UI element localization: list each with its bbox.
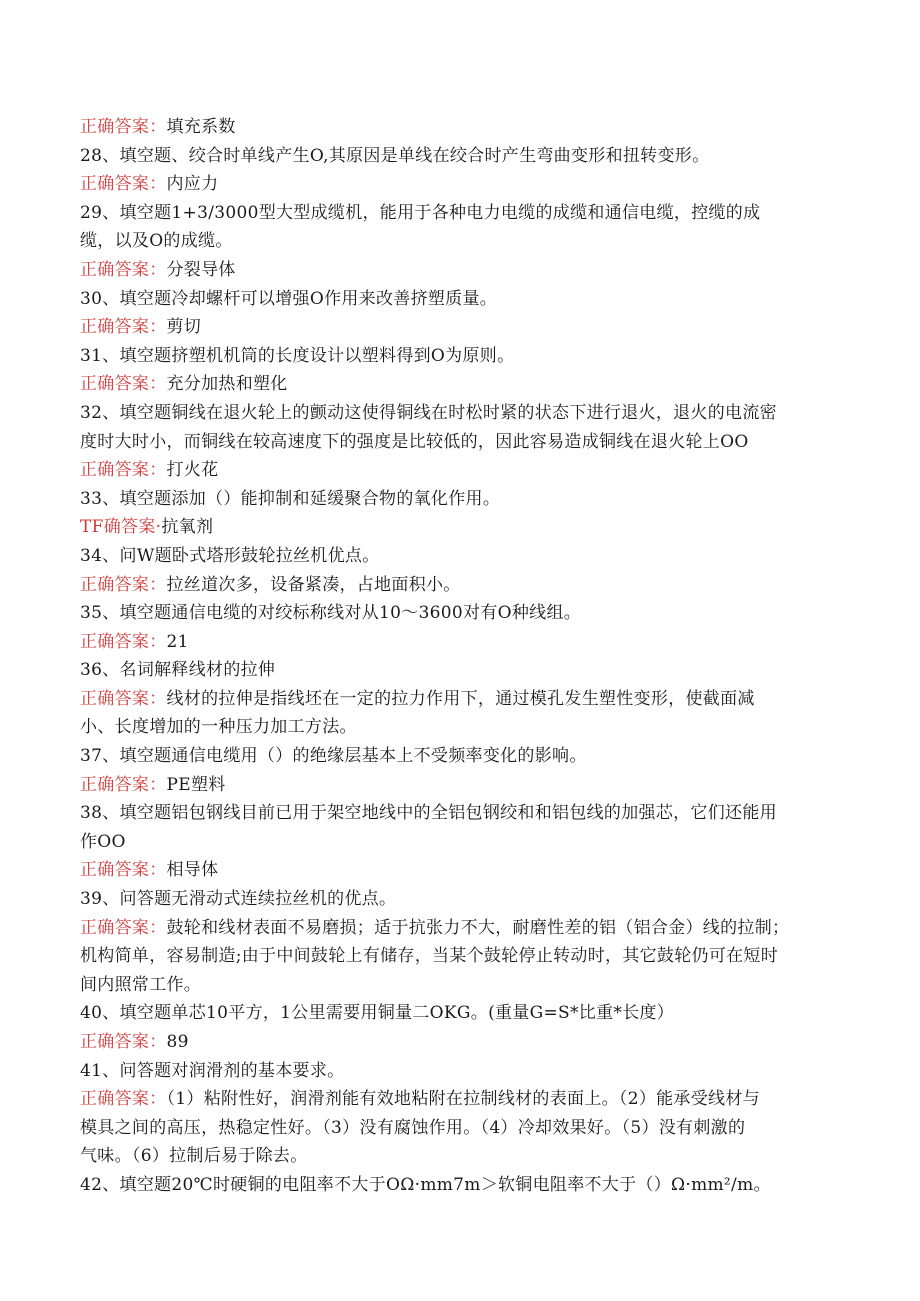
question-text: 39、问答题无滑动式连续拉丝机的优点。 xyxy=(80,889,397,910)
question-line xyxy=(80,1171,840,1200)
question-text: 36、名词解释线材的拉伸 xyxy=(80,660,276,681)
answer-line xyxy=(80,113,840,142)
answer-line xyxy=(80,1028,840,1057)
answer-text: 分裂导体 xyxy=(166,259,236,280)
question-text: 34、问W题卧式塔形鼓轮拉丝机优点。 xyxy=(80,545,380,566)
answer-line xyxy=(80,856,840,885)
question-text: 41、问答题对润滑剂的基本要求。 xyxy=(80,1060,345,1081)
question-line xyxy=(80,999,840,1028)
question-line xyxy=(80,656,840,685)
question-line xyxy=(80,942,840,971)
answer-label: 正确答案： xyxy=(80,774,167,795)
question-text: 作OO xyxy=(80,831,126,852)
question-text: 28、填空题、绞合时单线产生O,其原因是单线在绞合时产生弯曲变形和扭转变形。 xyxy=(80,145,710,166)
answer-line xyxy=(80,456,840,485)
answer-label: 正确答案： xyxy=(80,317,167,338)
question-text: 气味。（6）拉制后易于除去。 xyxy=(80,1146,308,1167)
answer-text: 充分加热和塑化 xyxy=(166,374,288,395)
answer-text: 打火花 xyxy=(166,460,219,481)
answer-line xyxy=(80,513,840,542)
question-line xyxy=(80,485,840,514)
question-text: 40、填空题单芯10平方，1公里需要用铜量二OKG。(重量G=S*比重*长度） xyxy=(80,1003,675,1024)
question-line xyxy=(80,142,840,171)
question-text: 33、填空题添加（）能抑制和延缓聚合物的氧化作用。 xyxy=(80,488,501,509)
answer-text: 填充系数 xyxy=(166,117,236,137)
question-line xyxy=(80,742,840,771)
answer-label: TF确答案· xyxy=(80,517,162,538)
question-line xyxy=(80,428,840,457)
answer-label: 正确答案： xyxy=(80,1032,167,1052)
question-text: 37、填空题通信电缆用（）的绝缘层基本上不受频率变化的影响。 xyxy=(80,746,587,767)
answer-label: 正确答案： xyxy=(80,117,167,137)
question-text: 度时大时小，而铜线在较高速度下的强度是比较低的，因此容易造成铜线在退火轮上OO xyxy=(80,431,749,452)
answer-line xyxy=(80,685,840,714)
answer-line xyxy=(80,628,840,657)
question-line xyxy=(80,342,840,371)
question-line xyxy=(80,1057,840,1086)
question-text: 小、长度增加的一种压力加工方法。 xyxy=(80,717,357,738)
answer-line xyxy=(80,256,840,285)
question-text: 缆，以及O的成缆。 xyxy=(80,231,233,252)
answer-line xyxy=(80,914,840,943)
question-text: 35、填空题通信电缆的对绞标称线对从10～3600对有O种线组。 xyxy=(80,603,582,624)
question-line xyxy=(80,1114,840,1143)
answer-text: 21 xyxy=(166,631,189,652)
question-line xyxy=(80,285,840,314)
question-text: 32、填空题铜线在退火轮上的颤动这使得铜线在时松时紧的状态下进行退火，退火的电流密 xyxy=(80,402,777,423)
answer-label: 正确答案： xyxy=(80,374,167,395)
answer-text: PE塑料 xyxy=(166,774,226,795)
answer-label: 正确答案： xyxy=(80,917,167,938)
question-text: 30、填空题冷却螺杆可以增强O作用来改善挤塑质量。 xyxy=(80,288,498,309)
answer-line xyxy=(80,170,840,199)
answer-label: 正确答案： xyxy=(80,860,167,881)
answer-text: 抗氧剂 xyxy=(161,517,214,538)
question-line xyxy=(80,399,840,428)
answer-label: 正确答案： xyxy=(80,259,167,280)
question-line xyxy=(80,799,840,828)
question-line xyxy=(80,828,840,857)
answer-text: 鼓轮和线材表面不易磨损；适于抗张力不大，耐磨性差的铝（铝合金）线的拉制； xyxy=(166,917,790,938)
question-text: 机构简单，容易制造;由于中间鼓轮上有储存，当某个鼓轮停止转动时，其它鼓轮仍可在短时 xyxy=(80,946,779,967)
answer-label: 正确答案： xyxy=(80,574,167,595)
question-text: 42、填空题20℃时硬铜的电阻率不大于OΩ·mm7m＞软铜电阻率不大于（）Ω·mm²/m。 xyxy=(80,1174,771,1195)
question-line xyxy=(80,199,840,228)
answer-text: 剪切 xyxy=(166,317,202,338)
question-line xyxy=(80,713,840,742)
answer-label: 正确答案： xyxy=(80,688,167,709)
answer-line xyxy=(80,313,840,342)
answer-line xyxy=(80,771,840,800)
answer-line xyxy=(80,1085,840,1114)
question-text: 29、填空题1+3/3000型大型成缆机，能用于各种电力电缆的成缆和通信电缆，控缆的成 xyxy=(80,202,761,223)
question-text: 间内照常工作。 xyxy=(80,974,202,995)
answer-label: 正确答案： xyxy=(80,460,167,481)
answer-text: 线材的拉伸是指线坯在一定的拉力作用下，通过模孔发生塑性变形，使截面减 xyxy=(166,688,755,709)
answer-text: 内应力 xyxy=(166,174,219,195)
answer-line xyxy=(80,571,840,600)
answer-text: 相导体 xyxy=(166,860,219,881)
question-line xyxy=(80,542,840,571)
answer-line xyxy=(80,370,840,399)
document-body xyxy=(80,113,840,1200)
question-text: 31、填空题挤塑机机筒的长度设计以塑料得到O为原则。 xyxy=(80,345,515,366)
answer-label: 正确答案： xyxy=(80,1089,167,1110)
question-line xyxy=(80,599,840,628)
question-text: 38、填空题铝包钢线目前已用于架空地线中的全铝包钢绞和和铝包线的加强芯，它们还能用 xyxy=(80,803,777,824)
question-line xyxy=(80,1142,840,1171)
question-line xyxy=(80,885,840,914)
answer-text: （1）粘附性好，润滑剂能有效地粘附在拉制线材的表面上。（2）能承受线材与 xyxy=(166,1089,760,1110)
question-line xyxy=(80,227,840,256)
question-line xyxy=(80,971,840,1000)
question-text: 模具之间的高压，热稳定性好。（3）没有腐蚀作用。（4）冷却效果好。（5）没有刺激的 xyxy=(80,1117,746,1138)
answer-text: 89 xyxy=(166,1032,189,1052)
answer-label: 正确答案： xyxy=(80,174,167,195)
answer-text: 拉丝道次多，设备紧凑，占地面积小。 xyxy=(166,574,461,595)
answer-label: 正确答案： xyxy=(80,631,167,652)
